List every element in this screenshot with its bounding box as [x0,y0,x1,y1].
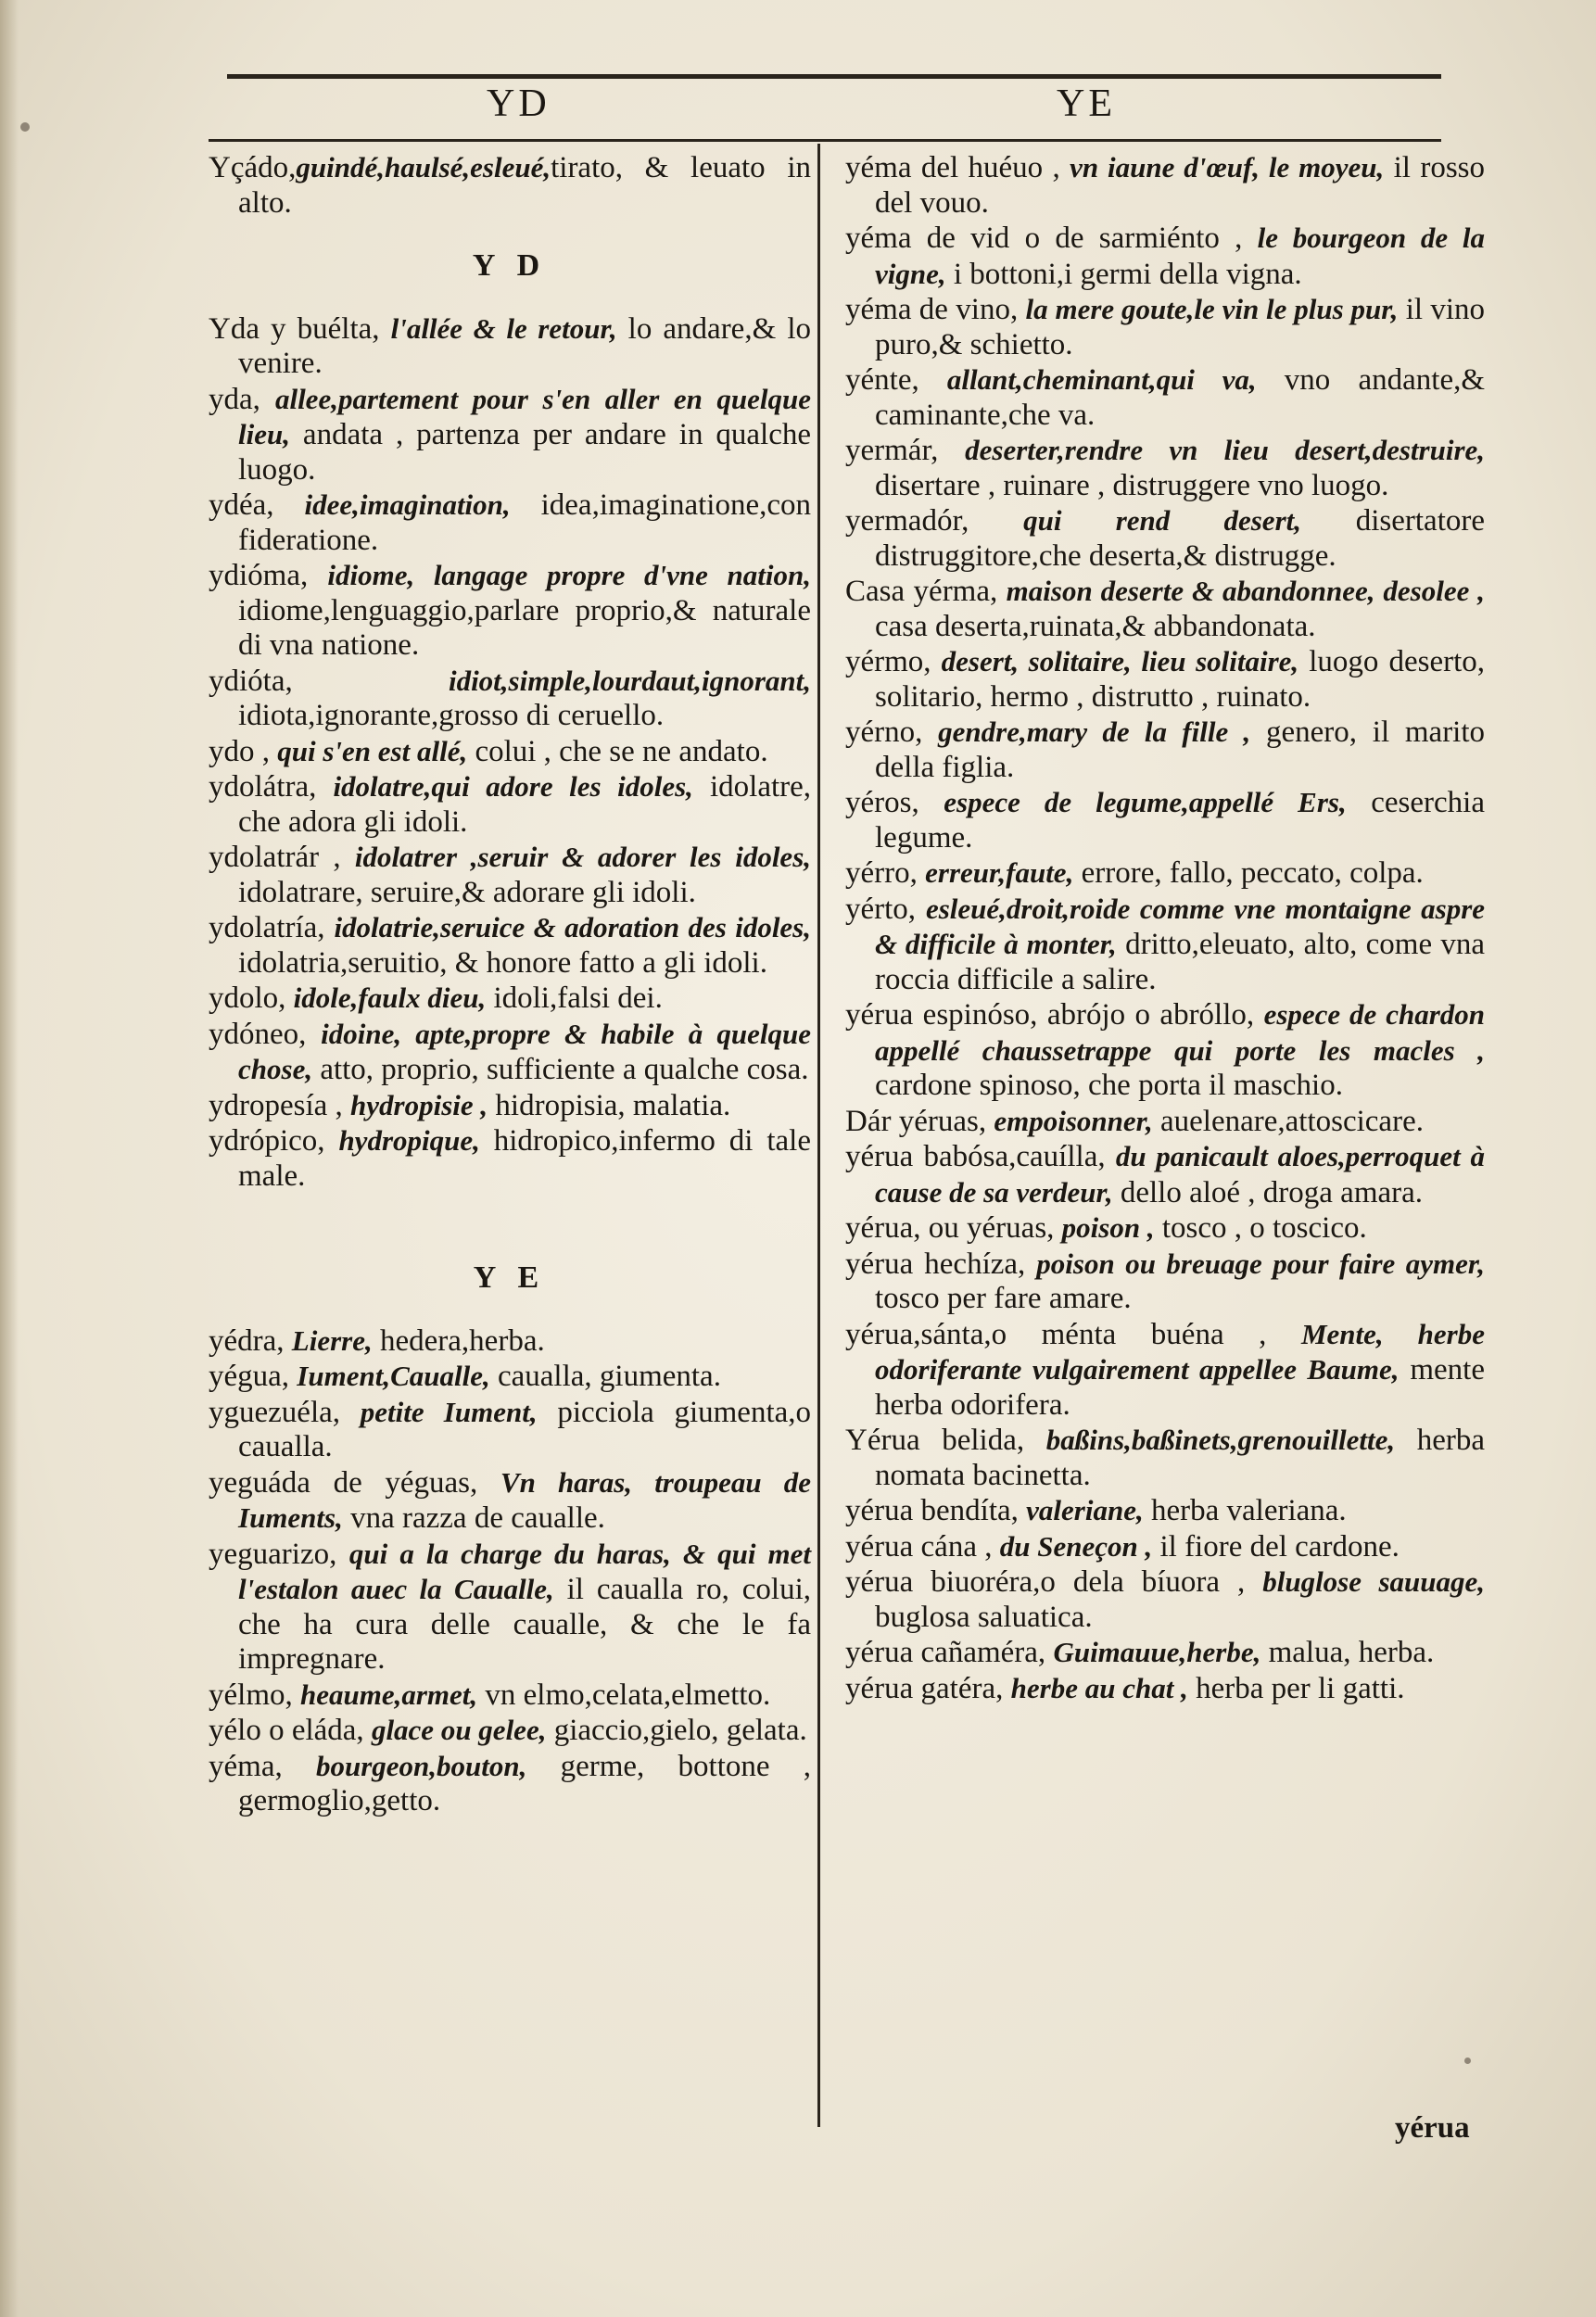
entry-italian: colui , che se ne andato. [475,734,768,768]
entry-italian: buglosa saluatica. [875,1600,1093,1634]
right-entry-list [845,150,1485,1706]
entry-italian: cardone spinoso, che porta il maschio. [875,1069,1343,1102]
entry-headword: Dár yéruas, [845,1104,987,1138]
entry-italian: vna razza de caualle. [350,1501,605,1535]
entry-italian: disertare , ruinare , distruggere vno luogo. [875,468,1389,502]
entry-italian: giaccio,gielo, gelata. [553,1714,807,1747]
dictionary-entry [209,1359,811,1395]
entry-headword: ydolo, [209,981,286,1015]
dictionary-entry [845,1317,1485,1424]
entry-italian: hedera,herba. [380,1323,545,1358]
dictionary-entry [209,1123,811,1194]
entry-headword: yérno, [845,715,923,749]
entry-french: espece de chardon appellé chaussetrappe qui porte les macles , [875,998,1486,1067]
entry-french: esleué,droit,roide comme vne montaigne aspre & difficile à monter, [875,892,1486,960]
entry-french: espece de legume,appellé Ers, [944,786,1347,818]
entry-french: qui s'en est allé, [277,734,468,767]
entry-italian: disertatore distruggitore,che deserta,& distrugge. [875,504,1486,573]
section-heading-ye: Y E [473,1260,547,1295]
entry-italian: idoli,falsi dei. [493,981,663,1015]
entry-french: idee,imagination, [304,488,511,521]
entry-french: idiot,simple,lourdaut,ignorant, [448,664,811,697]
entry-headword: yérua,sánta,o ménta buéna , [845,1317,1267,1351]
left-column [209,150,811,1819]
ink-spot [20,122,30,132]
entry-french: qui a la charge du haras, & qui met l'estalon auec la Caualle, [238,1537,811,1605]
entry-french: idolatrie,seruice & adoration des idoles, [334,911,811,943]
binding-shadow [0,0,19,2317]
dictionary-entry [845,433,1485,503]
entry-italian: herba valeriana. [1150,1494,1347,1527]
dictionary-entry [209,840,811,910]
entry-headword: ydóneo, [209,1017,307,1051]
entry-headword: ydolatrár , [209,841,341,874]
dictionary-entry [209,382,811,488]
entry-french: du panicault aloes,perroquet à cause de sa verdeur, [875,1140,1485,1209]
entry-french: vn iaune d'œuf, le moyeu, [1070,151,1385,184]
dictionary-entry [209,1395,811,1465]
entry-italian: hidropico,infermo di tale male. [238,1124,811,1193]
entry-french: du Seneçon , [999,1529,1153,1563]
dictionary-entry [209,1749,811,1819]
entry-italian: germe, bottone , germoglio,getto. [238,1749,811,1817]
entry-italian: errore, fallo, peccato, colpa. [1081,856,1424,890]
entry-headword: Casa yérma, [845,575,998,608]
dictionary-entry [209,311,811,382]
dictionary-entry [845,1529,1485,1565]
entry-headword: yérro, [845,856,918,890]
entry-french: desert, solitaire, lieu solitaire, [941,645,1299,677]
entry-french: Mente, herbe odoriferante vulgairement appellee Baume, [875,1317,1486,1386]
dictionary-entry [209,769,811,840]
entry-french: allant,cheminant,qui va, [946,363,1257,396]
entry-italian: tosco per fare amare. [875,1282,1132,1315]
dictionary-entry [845,503,1485,574]
entry-italian: idiome,lenguaggio,parlare proprio,& naturale di vna natione. [238,593,811,662]
right-column [845,150,1485,1706]
dictionary-entry [209,1323,811,1360]
entry-italian: atto, proprio, sufficiente a qualche cosa. [320,1053,809,1086]
entry-headword: ydolátra, [209,770,317,804]
entry-french: l'allée & le retour, [390,311,617,345]
entry-headword: yéros, [845,786,919,819]
dictionary-entry [845,997,1485,1104]
entry-italian: herba per li gatti. [1196,1671,1405,1705]
entry-headword: yermadór, [845,504,969,538]
dictionary-entry [845,1247,1485,1317]
entry-headword: yeguáda de yéguas, [209,1465,478,1500]
entry-french: qui rend desert, [1023,504,1301,537]
dictionary-entry [845,715,1485,785]
dictionary-entry [209,910,811,981]
dictionary-entry [845,1671,1485,1707]
entry-italian: hidropisia, malatia. [495,1088,731,1122]
dictionary-entry [209,1713,811,1749]
entry-italian: genero, il marito della figlia. [875,715,1486,784]
dictionary-entry [845,1210,1485,1247]
entry-french: maison deserte & abandonnee, desolee , [1006,575,1485,607]
entry-french: gendre,mary de la fille , [938,715,1251,748]
entry-headword: yda, [209,382,260,416]
entry-headword: yédra, [209,1323,285,1358]
dictionary-entry [845,1635,1485,1671]
entry-french: Vn haras, troupeau de Iuments, [238,1465,812,1534]
entry-headword: yguezuéla, [209,1395,341,1429]
entry-headword: ydrópico, [209,1124,325,1158]
entry-french: glace ou gelee, [371,1714,547,1746]
dictionary-entry [209,1017,811,1088]
entry-headword: ydióta, [209,664,293,698]
entry-headword: yélmo, [209,1678,293,1712]
dictionary-entry [845,574,1485,644]
entry-french: bluglose sauuage, [1262,1565,1486,1598]
entry-italian: herba nomata bacinetta. [875,1424,1486,1492]
entry-french: valeriane, [1026,1494,1144,1526]
entry-headword: ydéa, [209,488,274,522]
top-rule [227,74,1441,79]
entry-italian: idolatria,seruitio, & honore fatto a gli idoli. [238,945,767,980]
catchword: yérua [1395,2111,1470,2145]
entry-french: empoisonner, [994,1104,1153,1137]
entry-headword: ydióma, [209,559,309,592]
entry-italian: dello aloé , droga amara. [1120,1175,1424,1209]
entry-headword: yérua babósa,cauílla, [845,1140,1106,1173]
entry-italian: andata , partenza per andare in qualche luogo. [238,418,811,487]
entry-italian: dritto,eleuato, alto, come vna roccia difficile a salire. [875,928,1486,996]
dictionary-entry [845,1104,1485,1140]
entry-french: petite Iument, [360,1395,538,1428]
dictionary-entry [209,1088,811,1124]
dictionary-entry [209,1537,811,1678]
entry-italian: i bottoni,i germi della vigna. [953,257,1302,291]
entry-headword: yénte, [845,363,919,397]
entry-headword: yérua espinóso, abrójo o abróllo, [845,998,1255,1032]
dictionary-entry [845,1564,1485,1635]
entry-french: poison , [1061,1211,1155,1244]
entry-italian: mente herba odorifera. [875,1353,1485,1422]
dictionary-entry [845,1139,1485,1210]
yd-entry-list [209,311,811,1195]
entry-headword: yérto, [845,892,917,926]
entry-italian: tosco , o toscico. [1161,1211,1367,1245]
dictionary-entry [845,362,1485,433]
running-head-right: YE [1057,82,1116,125]
entry-french: Lierre, [291,1323,373,1357]
dictionary-entry [845,785,1485,855]
entry-italian: il caualla ro, colui, che ha cura delle caualle, & che le fa impregnare. [238,1573,811,1676]
entry-italian: luogo deserto, solitario, hermo , distrutto , ruinato. [875,645,1486,714]
entry-headword: ydropesía , [209,1088,343,1122]
entry-italian: casa deserta,ruinata,& abbandonata. [875,609,1316,643]
column-divider [817,144,820,2127]
entry-italian: picciola giumenta,o caualla. [238,1395,812,1463]
dictionary-entry [845,644,1485,715]
entry-headword: yéma, [209,1749,283,1783]
entry-french: deserter,rendre vn lieu desert,destruire, [965,434,1486,466]
entry-headword: Yda y buélta, [209,311,380,346]
entry-italian: idiota,ignorante,grosso di ceruello. [238,699,665,732]
entry-headword: yéma del huéuo , [845,151,1060,184]
dictionary-entry [845,292,1485,362]
entry-italian: idolatrare, seruire,& adorare gli idoli. [238,875,696,909]
entry-headword: yérmo, [845,645,931,678]
dictionary-entry [209,487,811,558]
entry-italian: ceserchia legume. [875,786,1486,855]
dictionary-entry [209,664,811,734]
entry-italian: lo andare,& lo venire. [238,311,811,380]
dictionary-entry [209,734,811,770]
header-rule [209,139,1441,142]
dictionary-entry: Yçádo,guindé,haulsé,esleué,tirato, & leuato in alto. [209,151,811,220]
dictionary-entry [209,981,811,1017]
entry-headword: ydo , [209,734,270,768]
entry-french: idolatre,qui adore les idoles, [333,770,693,803]
dictionary-entry [845,1423,1485,1493]
entry-headword: ydolatría, [209,911,325,944]
dictionary-entry [845,892,1485,998]
entry-headword: yérua cána , [845,1529,993,1564]
entry-french: la mere goute,le vin le plus pur, [1025,293,1399,325]
entry-italian: il fiore del cardone. [1159,1529,1400,1564]
entry-headword: yérua biuoréra,o dela bíuora , [845,1565,1246,1599]
entry-italian: malua, herba. [1268,1636,1435,1669]
entry-italian: idea,imaginatione,con fideratione. [238,488,812,557]
entry-french: heaume,armet, [299,1678,478,1711]
entry-french: erreur,faute, [925,856,1074,889]
entry-italian: il rosso del vouo. [875,151,1486,220]
entry-italian: il vino puro,& schietto. [875,293,1486,361]
dictionary-entry [209,558,811,664]
entry-headword: yégua, [209,1360,290,1393]
entry-headword: yérua cañaméra, [845,1636,1046,1669]
ye-entry-list [209,1323,811,1819]
entry-french: idoine, apte,propre & habile à quelque chose, [238,1017,812,1085]
dictionary-entry [845,855,1485,892]
entry-headword: yérua bendíta, [845,1494,1019,1527]
entry-french: poison ou breuage pour faire aymer, [1036,1247,1486,1280]
entry-italian: auelenare,attoscicare. [1160,1104,1424,1138]
entry-headword: yéma de vid o de sarmiénto , [845,222,1243,255]
dictionary-entry [209,1465,811,1537]
entry-french: bourgeon,bouton, [315,1749,527,1782]
entry-french: hydropisie , [350,1088,488,1121]
entry-headword: yermár, [845,434,939,467]
entry-french: Guimauue,herbe, [1053,1636,1261,1668]
ink-spot [1464,2057,1471,2064]
entry-french: Iument,Caualle, [297,1360,490,1392]
section-heading-yd: Y D [472,248,548,283]
entry-italian: vn elmo,celata,elmetto. [485,1678,771,1712]
dictionary-entry [845,1493,1485,1529]
entry-french: allee,partement pour s'en aller en quelque lieu, [238,382,811,450]
entry-french: idole,faulx dieu, [293,981,487,1014]
dictionary-entry [209,1678,811,1714]
entry-french: idolatrer ,seruir & adorer les idoles, [354,841,812,873]
dictionary-entry [845,150,1485,221]
entry-italian: caualla, giumenta. [497,1360,721,1393]
dictionary-entry [845,221,1485,292]
entry-headword: yeguarizo, [209,1537,337,1571]
entry-headword: Yérua belida, [845,1424,1025,1457]
entry-headword: yérua gatéra, [845,1671,1004,1705]
entry-french: baßins,baßinets,grenouillette, [1045,1424,1396,1456]
entry-french: herbe au chat , [1010,1671,1188,1704]
entry-french: hydropique, [338,1124,480,1157]
entry-headword: yéma de vino, [845,293,1019,326]
entry-headword: yélo o eláda, [209,1714,364,1747]
entry-headword: yérua hechíza, [845,1247,1026,1281]
entry-italian: idolatre, che adora gli idoli. [238,770,812,839]
entry-italian: vno andante,& caminante,che va. [875,363,1486,432]
running-head-left: YD [487,82,551,125]
entry-french: idiome, langage propre d'vne nation, [327,559,811,591]
entry-french: le bourgeon de la vigne, [875,222,1485,290]
entry-headword: yérua, ou yéruas, [845,1211,1055,1245]
